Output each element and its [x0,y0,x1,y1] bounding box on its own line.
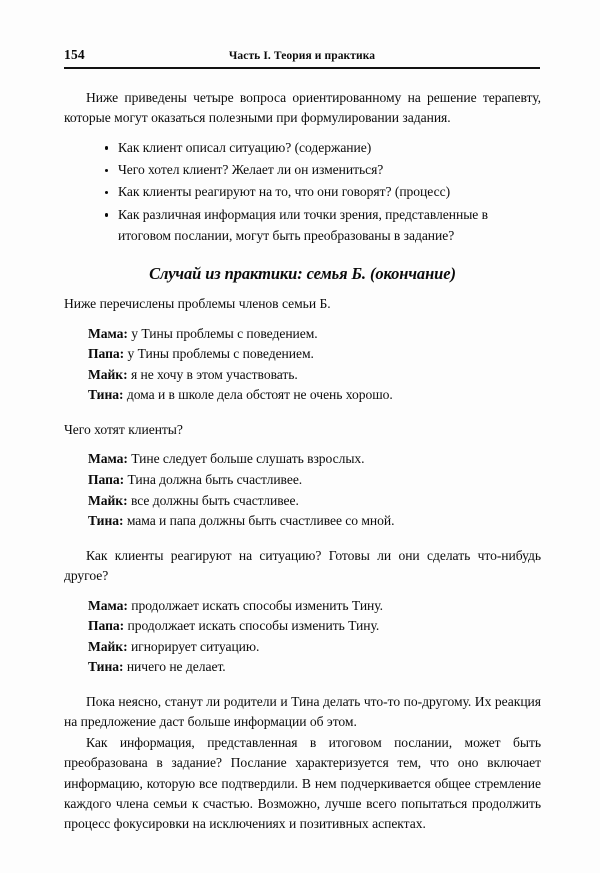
closing-paragraph-2: Как информация, представленная в итоговом послании, может быть преобразована в задание? Послание характеризуется тем, что оно включает информацию, которую все подтвердили. В нем подчеркивается общее стремление каждого члена семьи к счастью. Возможно, лучше всего попытаться продолжить процесс фокусировки на исключениях и позитивных аспектах. [64,734,541,832]
dialogue-line [88,324,541,345]
bullet-icon [105,169,108,172]
wants-dialogue-block [88,449,541,531]
question-list [64,138,541,246]
dialogue-speech: я не хочу в этом участвовать. [130,366,298,382]
dialogue-speech: дома и в школе дела обстоят не очень хорошо. [126,387,393,403]
question-text: Как клиент описал ситуацию? (содержание) [118,139,372,155]
page-content [64,88,541,835]
question-text: Как клиенты реагируют на то, что они говорят? (процесс) [118,184,451,200]
dialogue-line [88,470,541,491]
problems-lead-paragraph: Ниже перечислены проблемы членов семьи Б. [64,296,331,312]
list-item [105,205,541,247]
dialogue-line [88,385,541,406]
list-item [105,138,541,159]
dialogue-speaker: Тина: [88,513,124,529]
dialogue-line [88,616,541,637]
dialogue-speech: Тина должна быть счастливее. [127,472,303,488]
wants-lead-paragraph: Чего хотят клиенты? [64,422,183,438]
dialogue-speech: ничего не делает. [126,659,226,675]
question-text: Как различная информация или точки зрения, представленные в итоговом послании, могут быть преобразованы в задание? [118,206,488,243]
dialogue-speech: продолжает искать способы изменить Тину. [131,597,384,613]
dialogue-speaker: Майк: [88,638,128,654]
problems-dialogue-block [88,324,541,406]
bullet-icon [105,146,108,149]
running-head [64,46,540,72]
dialogue-line [88,637,541,658]
dialogue-speaker: Тина: [88,659,124,675]
bullet-icon [105,213,108,216]
dialogue-line [88,365,541,386]
page-number: 154 [64,47,85,62]
bullet-icon [105,191,108,194]
dialogue-line [88,344,541,365]
dialogue-speaker: Папа: [88,346,125,362]
dialogue-speech: мама и папа должны быть счастливее со мной. [126,513,395,529]
dialogue-speaker: Мама: [88,597,128,613]
dialogue-speaker: Мама: [88,325,128,341]
dialogue-speech: Тине следует больше слушать взрослых. [131,451,365,467]
list-item [105,160,541,181]
dialogue-speaker: Тина: [88,387,124,403]
dialogue-speaker: Майк: [88,492,128,508]
dialogue-speaker: Майк: [88,366,128,382]
case-study-heading: Случай из практики: семья Б. (окончание) [149,264,456,284]
dialogue-line [88,596,541,617]
dialogue-line [88,491,541,512]
list-item [105,182,541,203]
closing-paragraph-1: Пока неясно, станут ли родители и Тина делать что-то по-другому. Их реакция на предложение даст больше информации об этом. [64,694,541,730]
dialogue-speech: продолжает искать способы изменить Тину. [127,618,380,634]
reactions-dialogue-block [88,596,541,678]
header-divider [64,67,540,69]
dialogue-speech: все должны быть счастливее. [130,492,299,508]
reactions-lead-paragraph: Как клиенты реагируют на ситуацию? Готовы ли они сделать что-нибудь другое? [64,547,541,584]
dialogue-speech: у Тины проблемы с поведением. [127,346,314,362]
dialogue-speaker: Мама: [88,451,128,467]
dialogue-speech: у Тины проблемы с поведением. [131,325,318,341]
dialogue-speech: игнорирует ситуацию. [130,638,260,654]
dialogue-speaker: Папа: [88,472,125,488]
dialogue-speaker: Папа: [88,618,125,634]
dialogue-line [88,511,541,532]
dialogue-line [88,657,541,678]
question-text: Чего хотел клиент? Желает ли он измениться? [118,162,384,178]
dialogue-line [88,449,541,470]
running-title: Часть I. Теория и практика [228,50,376,62]
intro-paragraph: Ниже приведены четыре вопроса ориентированному на решение терапевту, которые могут оказаться полезными при формулировании задания. [64,90,541,126]
